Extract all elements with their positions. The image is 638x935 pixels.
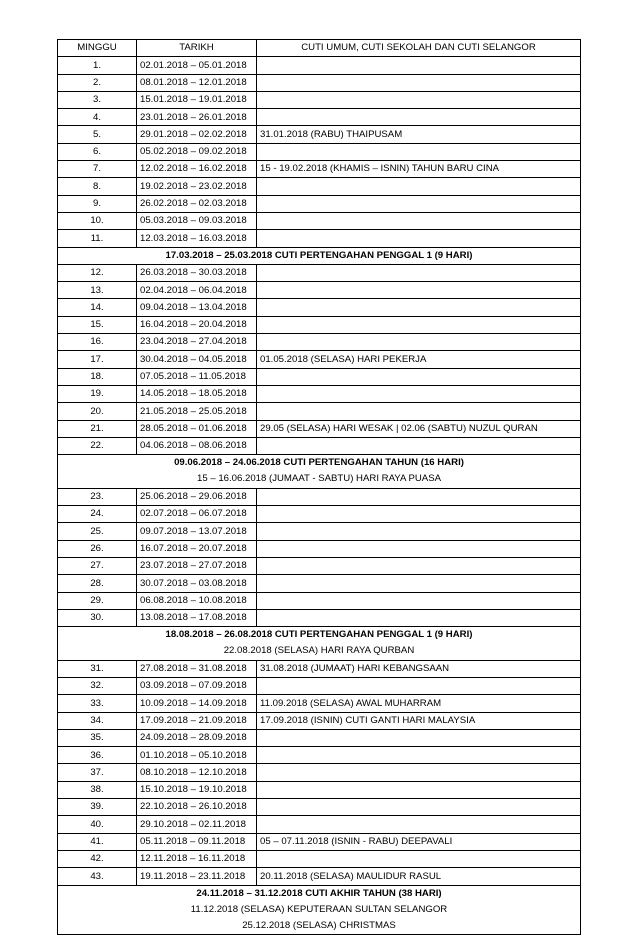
holiday-cell: [257, 178, 581, 195]
week-number-cell: 10.: [58, 212, 137, 229]
date-range-cell: 06.08.2018 – 10.08.2018: [137, 592, 257, 609]
week-number-cell: 36.: [58, 747, 137, 764]
holiday-cell: [257, 212, 581, 229]
table-row: [58, 660, 581, 677]
table-row: [58, 729, 581, 746]
holiday-cell: [257, 592, 581, 609]
week-number-cell: 17.: [58, 351, 137, 368]
holiday-cell: [257, 385, 581, 402]
week-number-cell: 5.: [58, 126, 137, 143]
holiday-cell: [257, 334, 581, 351]
table-row: [58, 57, 581, 74]
week-number-cell: 28.: [58, 575, 137, 592]
table-row: [58, 592, 581, 609]
school-calendar-table: [57, 39, 581, 935]
date-range-cell: 16.04.2018 – 20.04.2018: [137, 316, 257, 333]
week-number-cell: 37.: [58, 764, 137, 781]
table-row: [58, 334, 581, 351]
week-number-cell: 12.: [58, 264, 137, 281]
holiday-cell: [257, 368, 581, 385]
table-row: [58, 677, 581, 694]
date-range-cell: 05.11.2018 – 09.11.2018: [137, 833, 257, 850]
holiday-cell: 17.09.2018 (ISNIN) CUTI GANTI HARI MALAYSIA: [257, 712, 581, 729]
week-number-cell: 13.: [58, 282, 137, 299]
date-range-cell: 23.04.2018 – 27.04.2018: [137, 334, 257, 351]
date-range-cell: 12.02.2018 – 16.02.2018: [137, 161, 257, 178]
holiday-cell: [257, 195, 581, 212]
holiday-cell: [257, 764, 581, 781]
holiday-cell: [257, 799, 581, 816]
week-number-cell: 9.: [58, 195, 137, 212]
break-period-title: 18.08.2018 – 26.08.2018 CUTI PERTENGAHAN PENGGAL 1 (9 HARI): [165, 629, 473, 641]
date-range-cell: 09.07.2018 – 13.07.2018: [137, 523, 257, 540]
date-range-cell: 28.05.2018 – 01.06.2018: [137, 420, 257, 437]
table-row: [58, 816, 581, 833]
date-range-cell: 15.01.2018 – 19.01.2018: [137, 91, 257, 108]
date-range-cell: 13.08.2018 – 17.08.2018: [137, 609, 257, 626]
break-period-title: 24.11.2018 – 31.12.2018 CUTI AKHIR TAHUN (38 HARI): [196, 887, 442, 899]
table-row: [58, 109, 581, 126]
holiday-break-cell: [58, 885, 581, 935]
week-number-cell: 39.: [58, 799, 137, 816]
week-number-cell: 16.: [58, 334, 137, 351]
holiday-cell: [257, 74, 581, 91]
holiday-cell: [257, 781, 581, 798]
holiday-cell: [257, 677, 581, 694]
week-number-cell: 23.: [58, 488, 137, 505]
holiday-break-row: [58, 627, 581, 661]
date-range-cell: 29.10.2018 – 02.11.2018: [137, 816, 257, 833]
week-number-cell: 34.: [58, 712, 137, 729]
table-row: [58, 850, 581, 867]
week-number-cell: 19.: [58, 385, 137, 402]
week-number-cell: 40.: [58, 816, 137, 833]
holiday-cell: 31.08.2018 (JUMAAT) HARI KEBANGSAAN: [257, 660, 581, 677]
holiday-cell: 05 – 07.11.2018 (ISNIN - RABU) DEEPAVALI: [257, 833, 581, 850]
table-row: [58, 74, 581, 91]
date-range-cell: 26.03.2018 – 30.03.2018: [137, 264, 257, 281]
holiday-break-cell: [58, 627, 581, 661]
table-row: [58, 385, 581, 402]
date-range-cell: 05.02.2018 – 09.02.2018: [137, 143, 257, 160]
date-range-cell: 08.10.2018 – 12.10.2018: [137, 764, 257, 781]
date-range-cell: 07.05.2018 – 11.05.2018: [137, 368, 257, 385]
table-row: [58, 523, 581, 540]
holiday-break-row: [58, 885, 581, 935]
holiday-cell: [257, 575, 581, 592]
holiday-cell: [257, 109, 581, 126]
table-row: [58, 351, 581, 368]
table-row: [58, 540, 581, 557]
date-range-cell: 30.07.2018 – 03.08.2018: [137, 575, 257, 592]
week-number-cell: 8.: [58, 178, 137, 195]
week-number-cell: 25.: [58, 523, 137, 540]
holiday-cell: [257, 230, 581, 247]
table-row: [58, 833, 581, 850]
break-holiday-note: 11.12.2018 (SELASA) KEPUTERAAN SULTAN SELANGOR: [190, 903, 448, 915]
table-row: [58, 212, 581, 229]
week-number-cell: 26.: [58, 540, 137, 557]
holiday-cell: [257, 816, 581, 833]
date-range-cell: 27.08.2018 – 31.08.2018: [137, 660, 257, 677]
week-number-cell: 41.: [58, 833, 137, 850]
date-range-cell: 01.10.2018 – 05.10.2018: [137, 747, 257, 764]
date-range-cell: 17.09.2018 – 21.09.2018: [137, 712, 257, 729]
date-range-cell: 12.11.2018 – 16.11.2018: [137, 850, 257, 867]
week-number-cell: 11.: [58, 230, 137, 247]
week-number-cell: 18.: [58, 368, 137, 385]
date-range-cell: 12.03.2018 – 16.03.2018: [137, 230, 257, 247]
week-number-cell: 35.: [58, 729, 137, 746]
date-range-cell: 02.04.2018 – 06.04.2018: [137, 282, 257, 299]
holiday-cell: [257, 747, 581, 764]
holiday-cell: [257, 437, 581, 454]
table-row: [58, 781, 581, 798]
week-number-cell: 6.: [58, 143, 137, 160]
holiday-break-row: [58, 455, 581, 489]
week-number-cell: 1.: [58, 57, 137, 74]
week-number-cell: 33.: [58, 695, 137, 712]
holiday-cell: [257, 540, 581, 557]
date-range-cell: 21.05.2018 – 25.05.2018: [137, 403, 257, 420]
holiday-cell: [257, 91, 581, 108]
holiday-cell: [257, 143, 581, 160]
table-row: [58, 420, 581, 437]
holiday-break-cell: [58, 455, 581, 489]
table-row: [58, 161, 581, 178]
table-row: [58, 868, 581, 885]
table-row: [58, 557, 581, 574]
table-row: [58, 799, 581, 816]
holiday-cell: [257, 609, 581, 626]
date-range-cell: 02.07.2018 – 06.07.2018: [137, 506, 257, 523]
holiday-cell: [257, 488, 581, 505]
holiday-cell: [257, 403, 581, 420]
table-row: [58, 403, 581, 420]
holiday-cell: [257, 523, 581, 540]
table-row: [58, 299, 581, 316]
holiday-cell: 31.01.2018 (RABU) THAIPUSAM: [257, 126, 581, 143]
break-holiday-note: 15 – 16.06.2018 (JUMAAT - SABTU) HARI RAYA PUASA: [196, 473, 442, 485]
holiday-cell: [257, 316, 581, 333]
table-header-row: [58, 40, 581, 57]
holiday-cell: 01.05.2018 (SELASA) HARI PEKERJA: [257, 351, 581, 368]
header-holiday: CUTI UMUM, CUTI SEKOLAH DAN CUTI SELANGOR: [257, 40, 581, 57]
week-number-cell: 27.: [58, 557, 137, 574]
date-range-cell: 02.01.2018 – 05.01.2018: [137, 57, 257, 74]
table-row: [58, 143, 581, 160]
table-body: [58, 57, 581, 935]
holiday-cell: [257, 57, 581, 74]
week-number-cell: 30.: [58, 609, 137, 626]
week-number-cell: 38.: [58, 781, 137, 798]
table-row: [58, 195, 581, 212]
table-row: [58, 609, 581, 626]
week-number-cell: 2.: [58, 74, 137, 91]
table-row: [58, 488, 581, 505]
date-range-cell: 30.04.2018 – 04.05.2018: [137, 351, 257, 368]
holiday-cell: 15 - 19.02.2018 (KHAMIS – ISNIN) TAHUN BARU CINA: [257, 161, 581, 178]
table-row: [58, 264, 581, 281]
date-range-cell: 15.10.2018 – 19.10.2018: [137, 781, 257, 798]
week-number-cell: 14.: [58, 299, 137, 316]
date-range-cell: 03.09.2018 – 07.09.2018: [137, 677, 257, 694]
date-range-cell: 29.01.2018 – 02.02.2018: [137, 126, 257, 143]
holiday-cell: [257, 299, 581, 316]
date-range-cell: 10.09.2018 – 14.09.2018: [137, 695, 257, 712]
table-row: [58, 695, 581, 712]
week-number-cell: 43.: [58, 868, 137, 885]
table-row: [58, 126, 581, 143]
holiday-cell: [257, 557, 581, 574]
header-date: TARIKH: [137, 40, 257, 57]
table-row: [58, 506, 581, 523]
week-number-cell: 4.: [58, 109, 137, 126]
date-range-cell: 04.06.2018 – 08.06.2018: [137, 437, 257, 454]
date-range-cell: 25.06.2018 – 29.06.2018: [137, 488, 257, 505]
week-number-cell: 7.: [58, 161, 137, 178]
week-number-cell: 20.: [58, 403, 137, 420]
holiday-cell: 29.05 (SELASA) HARI WESAK | 02.06 (SABTU) NUZUL QURAN: [257, 420, 581, 437]
week-number-cell: 22.: [58, 437, 137, 454]
table-row: [58, 178, 581, 195]
table-row: [58, 368, 581, 385]
table-row: [58, 282, 581, 299]
date-range-cell: 24.09.2018 – 28.09.2018: [137, 729, 257, 746]
break-holiday-note: 25.12.2018 (SELASA) CHRISTMAS: [242, 920, 396, 932]
date-range-cell: 16.07.2018 – 20.07.2018: [137, 540, 257, 557]
week-number-cell: 21.: [58, 420, 137, 437]
week-number-cell: 31.: [58, 660, 137, 677]
date-range-cell: 19.11.2018 – 23.11.2018: [137, 868, 257, 885]
date-range-cell: 14.05.2018 – 18.05.2018: [137, 385, 257, 402]
week-number-cell: 3.: [58, 91, 137, 108]
table-row: [58, 91, 581, 108]
table-row: [58, 575, 581, 592]
holiday-cell: [257, 729, 581, 746]
holiday-break-row: [58, 247, 581, 264]
table-row: [58, 230, 581, 247]
date-range-cell: 05.03.2018 – 09.03.2018: [137, 212, 257, 229]
date-range-cell: 22.10.2018 – 26.10.2018: [137, 799, 257, 816]
date-range-cell: 09.04.2018 – 13.04.2018: [137, 299, 257, 316]
table-row: [58, 437, 581, 454]
holiday-cell: 11.09.2018 (SELASA) AWAL MUHARRAM: [257, 695, 581, 712]
table-row: [58, 712, 581, 729]
week-number-cell: 29.: [58, 592, 137, 609]
table-row: [58, 764, 581, 781]
week-number-cell: 42.: [58, 850, 137, 867]
table-row: [58, 316, 581, 333]
holiday-cell: 20.11.2018 (SELASA) MAULIDUR RASUL: [257, 868, 581, 885]
week-number-cell: 24.: [58, 506, 137, 523]
holiday-cell: [257, 850, 581, 867]
week-number-cell: 15.: [58, 316, 137, 333]
date-range-cell: 23.01.2018 – 26.01.2018: [137, 109, 257, 126]
date-range-cell: 08.01.2018 – 12.01.2018: [137, 74, 257, 91]
date-range-cell: 19.02.2018 – 23.02.2018: [137, 178, 257, 195]
date-range-cell: 23.07.2018 – 27.07.2018: [137, 557, 257, 574]
break-period-title: 09.06.2018 – 24.06.2018 CUTI PERTENGAHAN TAHUN (16 HARI): [174, 457, 464, 469]
break-holiday-note: 22.08.2018 (SELASA) HARI RAYA QURBAN: [223, 645, 415, 657]
holiday-cell: [257, 506, 581, 523]
holiday-cell: [257, 264, 581, 281]
table-row: [58, 747, 581, 764]
holiday-cell: [257, 282, 581, 299]
date-range-cell: 26.02.2018 – 02.03.2018: [137, 195, 257, 212]
break-period-title: 17.03.2018 – 25.03.2018 CUTI PERTENGAHAN PENGGAL 1 (9 HARI): [165, 249, 473, 261]
header-week: MINGGU: [58, 40, 137, 57]
week-number-cell: 32.: [58, 677, 137, 694]
holiday-break-cell: [58, 247, 581, 264]
